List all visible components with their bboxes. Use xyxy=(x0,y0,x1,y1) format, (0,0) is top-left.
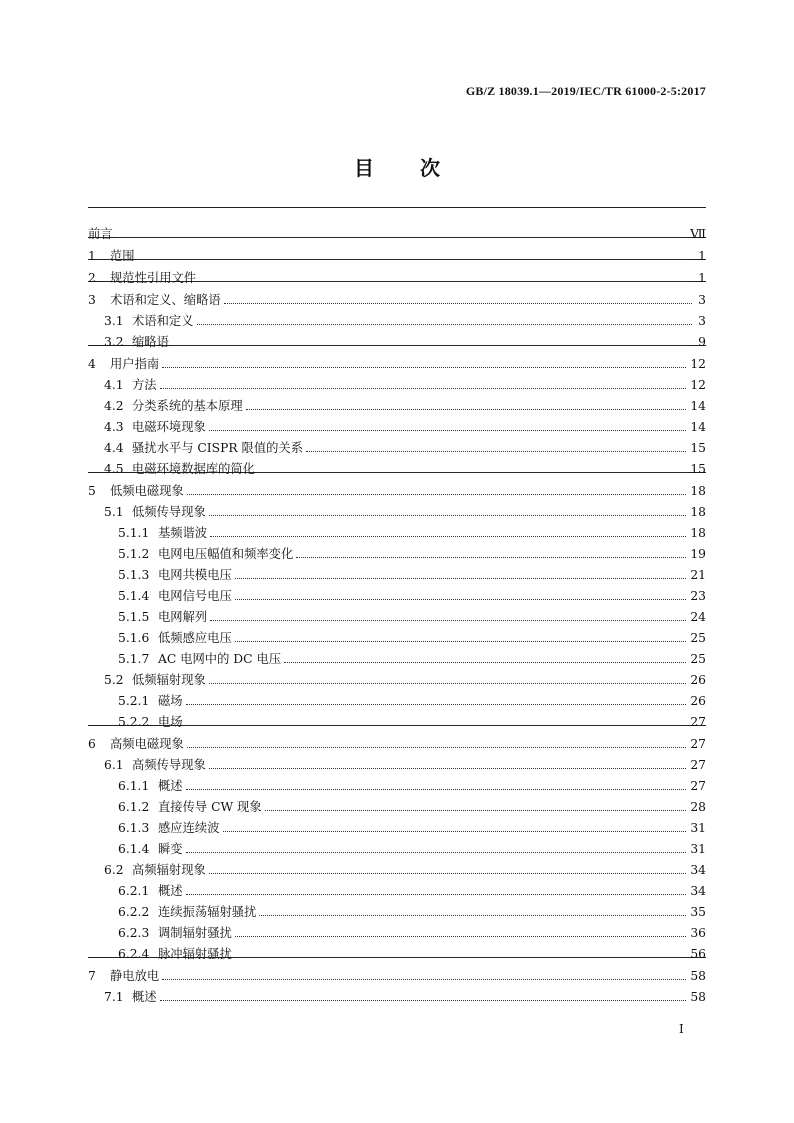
toc-entry-label: 高频电磁现象 xyxy=(110,737,184,751)
toc-entry-page: 18 xyxy=(690,484,706,498)
dot-leader xyxy=(306,430,686,452)
toc-entry-number: 6.2.2 xyxy=(118,905,150,919)
toc-entry-number: 6.1 xyxy=(104,758,124,772)
toc-entry-label: 低频感应电压 xyxy=(158,631,232,645)
page-number: I xyxy=(679,1022,684,1036)
toc-entry-page: 27 xyxy=(690,779,706,793)
toc-entry-page: 27 xyxy=(690,715,706,729)
toc-entry-label: 概述 xyxy=(132,990,157,1004)
toc-entry-label: 脉冲辐射骚扰 xyxy=(158,947,232,961)
dot-leader xyxy=(235,557,687,579)
toc-entry-page: 12 xyxy=(690,378,706,392)
dot-leader xyxy=(224,282,692,304)
page-title xyxy=(0,152,794,181)
toc-entry-page: 27 xyxy=(690,758,706,772)
toc-entry-number: 3.2 xyxy=(104,335,124,349)
toc-entry-number: 5.1.2 xyxy=(118,547,150,561)
dot-leader xyxy=(235,578,687,600)
dot-leader xyxy=(162,346,686,368)
toc-entry-label: 基频谐波 xyxy=(158,526,208,540)
toc-entry-number: 5.2 xyxy=(104,673,124,687)
dot-leader xyxy=(265,789,687,811)
toc-entry-number: 5.2.2 xyxy=(118,715,150,729)
toc-entry-number: 6.1.1 xyxy=(118,779,150,793)
dot-leader xyxy=(187,726,687,748)
toc-entry-page: 24 xyxy=(690,610,706,624)
toc-entry-page: 14 xyxy=(690,420,706,434)
toc-entry-page: 34 xyxy=(690,863,706,877)
toc-entry-label: 前言 xyxy=(88,227,113,241)
title-char-2: 次 xyxy=(420,156,440,180)
toc-entry-label: 电磁环境数据库的简化 xyxy=(132,462,255,476)
toc-entry-page: 58 xyxy=(690,990,706,1004)
toc-entry-number: 5.1.5 xyxy=(118,610,150,624)
toc-entry-label: 磁场 xyxy=(158,694,183,708)
dot-leader xyxy=(259,894,686,916)
toc-entry-label: 用户指南 xyxy=(110,357,160,371)
toc-entry-number: 4.4 xyxy=(104,441,124,455)
dot-leader xyxy=(223,810,687,832)
toc-entry-label: AC 电网中的 DC 电压 xyxy=(158,652,282,666)
toc-entry-label: 电网解列 xyxy=(158,610,208,624)
toc-entry-number: 3.1 xyxy=(104,314,124,328)
toc-entry-label: 静电放电 xyxy=(110,969,160,983)
toc-entry-page: 31 xyxy=(690,842,706,856)
toc-entry[interactable] xyxy=(88,324,706,349)
toc-entry-label: 低频电磁现象 xyxy=(110,484,184,498)
top-rule xyxy=(88,207,706,208)
toc-entry-label: 高频辐射现象 xyxy=(132,863,206,877)
dot-leader xyxy=(258,451,686,473)
dot-leader xyxy=(160,367,687,389)
toc-entry-label: 电网共模电压 xyxy=(158,568,232,582)
toc-entry-label: 电网电压幅值和频率变化 xyxy=(158,547,294,561)
toc-entry-page: 56 xyxy=(690,947,706,961)
toc-entry[interactable] xyxy=(88,979,706,1004)
dot-leader xyxy=(209,852,687,874)
toc-entry-page: 58 xyxy=(690,969,706,983)
dot-leader xyxy=(296,536,686,558)
toc-entry-page: 35 xyxy=(690,905,706,919)
toc-entry-page: 31 xyxy=(690,821,706,835)
dot-leader xyxy=(246,388,687,410)
toc-entry[interactable] xyxy=(88,216,706,241)
toc-entry-label: 调制辐射骚扰 xyxy=(158,926,232,940)
toc-entry-page: 25 xyxy=(690,652,706,666)
toc-entry-page: 1 xyxy=(698,271,706,285)
toc-entry-label: 概述 xyxy=(158,779,183,793)
dot-leader xyxy=(235,620,687,642)
toc-entry-number: 5.2.1 xyxy=(118,694,150,708)
toc-entry-page: 12 xyxy=(690,357,706,371)
toc-entry-number: 3 xyxy=(88,293,96,307)
toc-entry[interactable] xyxy=(88,260,706,285)
dot-leader xyxy=(235,936,687,958)
dot-leader xyxy=(209,662,687,684)
toc-entry-page: 3 xyxy=(698,314,706,328)
toc-entry-number: 6.2.3 xyxy=(118,926,150,940)
dot-leader xyxy=(116,216,687,238)
toc-entry-page: 21 xyxy=(690,568,706,582)
toc-entry-number: 5.1.3 xyxy=(118,568,150,582)
toc-entry-number: 6.1.4 xyxy=(118,842,150,856)
toc-entry-number: 6.1.3 xyxy=(118,821,150,835)
toc-entry-number: 5.1.1 xyxy=(118,526,150,540)
toc-entry-page: 18 xyxy=(690,505,706,519)
dot-leader xyxy=(138,238,692,260)
toc-entry-page: 25 xyxy=(690,631,706,645)
dot-leader xyxy=(209,409,687,431)
toc-entry-page: 14 xyxy=(690,399,706,413)
toc-entry-page: 9 xyxy=(698,335,706,349)
toc-entry-label: 高频传导现象 xyxy=(132,758,206,772)
toc-entry-number: 5.1.7 xyxy=(118,652,150,666)
toc-entry-label: 骚扰水平与 CISPR 限值的关系 xyxy=(132,441,304,455)
toc-entry-label: 缩略语 xyxy=(132,335,169,349)
dot-leader xyxy=(162,958,686,980)
toc-entry[interactable] xyxy=(88,346,706,371)
toc-entry-page: 34 xyxy=(690,884,706,898)
dot-leader xyxy=(284,641,686,663)
table-of-contents xyxy=(88,216,706,1004)
title-char-1: 目 xyxy=(354,156,374,180)
toc-entry-label: 术语和定义、缩略语 xyxy=(110,293,221,307)
toc-entry-number: 4.3 xyxy=(104,420,124,434)
toc-entry-number: 5.1 xyxy=(104,505,124,519)
dot-leader xyxy=(235,915,687,937)
toc-entry-number: 6.2.4 xyxy=(118,947,150,961)
dot-leader xyxy=(187,473,687,495)
dot-leader xyxy=(209,494,687,516)
toc-entry-number: 4.1 xyxy=(104,378,124,392)
toc-entry-label: 术语和定义 xyxy=(132,314,194,328)
toc-entry-number: 6.1.2 xyxy=(118,800,150,814)
dot-leader xyxy=(210,515,686,537)
toc-entry-page: 26 xyxy=(690,694,706,708)
toc-entry-number: 6.2.1 xyxy=(118,884,150,898)
toc-entry-page: 15 xyxy=(690,462,706,476)
toc-entry-number: 4.5 xyxy=(104,462,124,476)
toc-entry-number: 5.1.4 xyxy=(118,589,150,603)
toc-entry-label: 电场 xyxy=(158,715,183,729)
toc-entry[interactable] xyxy=(88,238,706,263)
toc-entry-page: 36 xyxy=(690,926,706,940)
dot-leader xyxy=(209,747,687,769)
toc-entry-label: 规范性引用文件 xyxy=(110,271,197,285)
toc-entry-label: 范围 xyxy=(110,249,135,263)
toc-entry-number: 4.2 xyxy=(104,399,124,413)
toc-entry-page: 15 xyxy=(690,441,706,455)
toc-entry-label: 瞬变 xyxy=(158,842,183,856)
toc-entry-number: 1 xyxy=(88,249,96,263)
toc-entry-page: Ⅶ xyxy=(690,227,706,241)
toc-entry-label: 方法 xyxy=(132,378,157,392)
toc-entry-number: 7 xyxy=(88,969,96,983)
dot-leader xyxy=(197,303,693,325)
toc-entry-number: 5.1.6 xyxy=(118,631,150,645)
toc-entry-number: 4 xyxy=(88,357,96,371)
dot-leader xyxy=(186,831,687,853)
toc-entry-page: 1 xyxy=(698,249,706,263)
toc-entry-page: 26 xyxy=(690,673,706,687)
toc-entry-page: 28 xyxy=(690,800,706,814)
toc-entry-label: 低频辐射现象 xyxy=(132,673,206,687)
toc-entry-page: 19 xyxy=(690,547,706,561)
dot-leader xyxy=(186,768,687,790)
dot-leader xyxy=(186,873,687,895)
toc-entry-number: 6.2 xyxy=(104,863,124,877)
toc-entry-number: 7.1 xyxy=(104,990,124,1004)
toc-entry-label: 概述 xyxy=(158,884,183,898)
dot-leader xyxy=(199,260,692,282)
toc-entry[interactable] xyxy=(88,367,706,392)
toc-entry-label: 连续振荡辐射骚扰 xyxy=(158,905,257,919)
dot-leader xyxy=(172,324,692,346)
toc-entry-label: 直接传导 CW 现象 xyxy=(158,800,262,814)
dot-leader xyxy=(160,979,687,1001)
toc-entry-label: 低频传导现象 xyxy=(132,505,206,519)
toc-entry-label: 感应连续波 xyxy=(158,821,220,835)
toc-entry[interactable] xyxy=(88,958,706,983)
dot-leader xyxy=(210,599,686,621)
toc-entry-number: 2 xyxy=(88,271,96,285)
standard-code-header: GB/Z 18039.1—2019/IEC/TR 61000-2-5:2017 xyxy=(465,84,706,98)
toc-entry-page: 23 xyxy=(690,589,706,603)
toc-entry[interactable] xyxy=(88,388,706,413)
toc-entry-page: 3 xyxy=(698,293,706,307)
toc-entry-number: 5 xyxy=(88,484,96,498)
toc-entry-label: 分类系统的基本原理 xyxy=(132,399,243,413)
toc-entry-page: 18 xyxy=(690,526,706,540)
dot-leader xyxy=(186,704,687,726)
dot-leader xyxy=(186,683,687,705)
toc-entry-label: 电网信号电压 xyxy=(158,589,232,603)
toc-entry-label: 电磁环境现象 xyxy=(132,420,206,434)
toc-entry-number: 6 xyxy=(88,737,96,751)
toc-entry-page: 27 xyxy=(690,737,706,751)
